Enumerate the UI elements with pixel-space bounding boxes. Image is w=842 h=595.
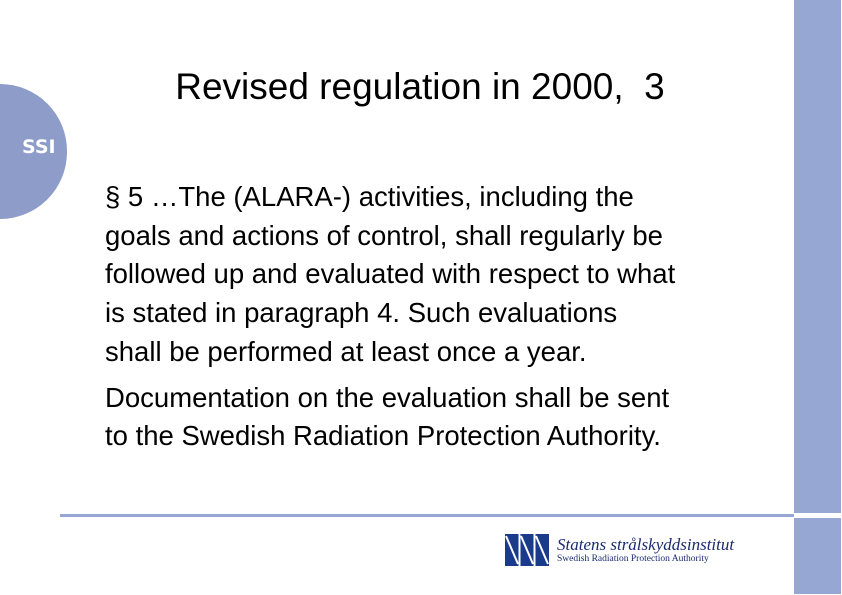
ssi-logo xyxy=(505,534,734,566)
ssi-logo-mark-icon xyxy=(505,534,549,566)
right-accent-bar xyxy=(794,0,841,513)
body-line: to the Swedish Radiation Protection Authority. xyxy=(105,420,661,452)
logo-subtitle: Swedish Radiation Protection Authority xyxy=(557,553,709,564)
right-accent-bar-lower xyxy=(794,518,841,594)
body-line: is stated in paragraph 4. Such evaluations xyxy=(105,297,618,329)
body-line: shall be performed at least once a year. xyxy=(105,335,587,367)
body-line: goals and actions of control, shall regularly be xyxy=(105,219,663,251)
body-line: Documentation on the evaluation shall be sent xyxy=(105,381,670,413)
slide-title: Revised regulation in 2000, 3 xyxy=(175,66,665,107)
body-line: followed up and evaluated with respect to what xyxy=(105,258,676,290)
logo-name: Statens strålskyddsinstitut xyxy=(557,534,735,554)
slide-body xyxy=(105,178,785,456)
footer-divider xyxy=(60,514,794,517)
ssi-badge-text: SSI xyxy=(22,136,56,158)
body-line: § 5 …The (ALARA-) activities, including the xyxy=(105,181,634,212)
